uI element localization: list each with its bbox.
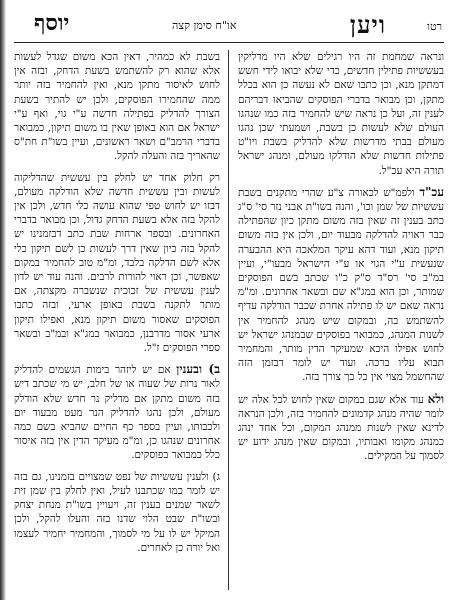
section-reference: או"ח סימן קצה [172, 19, 237, 32]
page-header [14, 6, 444, 40]
paragraph-body: אם יש ליזהר בימות הגשמים להדליק לאור נרות של שעוה או של חלב, יש מי שכתב דיש בזה משום מתקן אם מדליק נר חדש שלא הודלק מעולם, ולכן נהגו להדליק הנר מעט מבעוד יום ולכבותו, ועיין בספר כף החיים שהביא בשם כמה אחרונים שנהגו כן, ומ"מ מעיקר הדין אין בזה איסור כלל כמבואר בפוסקים. [14, 364, 220, 462]
header-rule [14, 42, 444, 43]
book-title: ויען [349, 10, 386, 39]
paragraph-lead-word: עכ"ד [419, 184, 444, 199]
paragraph-body: ונראה שמחמת זה היו רגילים שלא היו מדליקין בעששיות פתילין חדשים, כדי שלא יבואו לידי חשש דמתקן מנא, וכן כתבו שאם לא נעשה כן הוא בכלל מתקן, וכן מבואר בדברי הפוסקים שהביאו דבריהם לענין זה, ועל כן נראה שיש להחמיר בזה כמו שנהגו העולם שלא לעשות כן בשבת, ושמעתי שכן נהגו מעולם בבתי מדרשות שלא להדליק בשבת ויו"ט פתילות חדשות שלא הודלקו מעולם, ומנהג ישראל תורה היא עכ"ל. [238, 51, 444, 177]
paragraph-lead-word: ב) ובענין [176, 362, 220, 377]
paragraph [14, 171, 220, 356]
paragraph [238, 50, 444, 178]
paragraph-body: רק חלוק אחד יש לחלק בין עששית שהדליקוה לעשות ובין עששית חדשה שלא הודלקה מעולם, דבזו יש לחוש טפי שהוא עושה כלי חדש, ולכן אין להקל בזה אלא בשעת הדחק גדול, וכן מבואר בדברי האחרונים. ובספר ארחות שבת כתב דבזמנינו יש להקל בזה כיון שאין דרך לעשות כן לשם תיקון כלי אלא לשם הדלקה בלבד, ומ"מ טוב להחמיר במקום שאפשר, וכן ראוי להורות לרבים. והנה עוד יש לדון לענין עששית של זכוכית שנשברה מקצתה, אם מותר לתקנה בשבת באופן ארעי, ובזה כתבו הפוסקים שאסור משום תיקון מנא, ואפילו תיקון ארעי אסור מדרבנן, כמבואר במג"א ובמ"ב ובשאר ספרי הפוסקים ז"ל. [14, 171, 220, 355]
paragraph-body: עוד אלא שגם במקום שאין לחוש לכל אלה יש לומר שהיה מנהג קדמונים להחמיר בזה, ולכן הנראה לדינא שאין לשנות ממנהג המקום, וכל אחד ינהג כמנהג מקומו ואבותיו, ובמקום שאין מנהג ידוע יש לסמוך על המקילים. [238, 393, 444, 463]
left-text-column [14, 50, 220, 590]
paragraph [238, 185, 444, 385]
paragraph-lead-word: ולא [427, 391, 444, 406]
paragraph [14, 470, 220, 555]
book-page [14, 6, 444, 594]
page-number: רטו [427, 20, 442, 33]
column-divider [228, 50, 229, 590]
paragraph-body: ולפמ"ש לכאורה צ"ע שהרי מתקנים בשבת עששיות של שמן וכו', והנה בשו"ת אבני נזר סי' ס"ג כתב בענין זה שאין בזה משום מתקן כיון שהפתילה כבר ראויה להדלקה מבעוד יום, ולכן אין בזה משום תיקון מנא, ועוד דהא עיקר המלאכה היא ההבערה שנעשית ע"י הגוי או ע"י הישראל מבעו"י, ועיין במ"ב סי' רס"ד ס"ק כ"ו שכתב בשם הפוסקים שמותר, וכן הוא במג"א שם ובשאר אחרונים. ומ"מ נראה שאם יש לו פתילה אחרת שכבר הודלקה עדיף להשתמש בה, ובמקום שיש מנהג להחמיר אין לשנות המנהג, כמבואר בפוסקים שבמנהג ישראל יש לחוש אפילו היכא שמעיקר הדין מותר, והמחמיר תבוא עליו ברכה. ועוד יש לומר דבזמן הזה שהחשמל מצוי אין כל כך צורך בזה. [238, 186, 444, 384]
right-text-column [238, 50, 444, 590]
paragraph [14, 362, 220, 462]
scan-edge-shadow [0, 0, 6, 600]
paragraph [14, 50, 220, 164]
paragraph [238, 392, 444, 464]
paragraph-body: בשבת לא כמהיר, דאין הכא משום שגדל לעשות אלא שהוא רק להשתמש בשעת הדחק, ובזה אין לחוש לאיסור מתקן מנא, ואין להחמיר בזה יותר ממה שהחמירו הפוסקים, ולכן יש להתיר בשעת הצורך להדליק בפתילה חדשה ע"י גוי, ואף ע"י ישראל אם הוא באופן שאין בו משום תיקון, כמבואר בדברי הרמב"ם ושאר ראשונים, ועיין בשו"ת חת"ס שהאריך בזה והעלה להקל. [14, 51, 220, 163]
running-head: יוסף [34, 10, 70, 36]
paragraph-body: ג) ולענין עששיות של נפט שמצויים בזמנינו, גם בזה יש לומר כמו שכתבנו לעיל, ואין לחלק בין שמן זית לשאר שמנים בענין זה, ויעויין בשו"ת מנחת יצחק ובשו"ת שבט הלוי שדנו בזה והעלו להקל, ולכן המיקל יש לו על מי לסמוך, והמחמיר יחמיר לעצמו ואל יורה כן לאחרים. [14, 470, 220, 554]
